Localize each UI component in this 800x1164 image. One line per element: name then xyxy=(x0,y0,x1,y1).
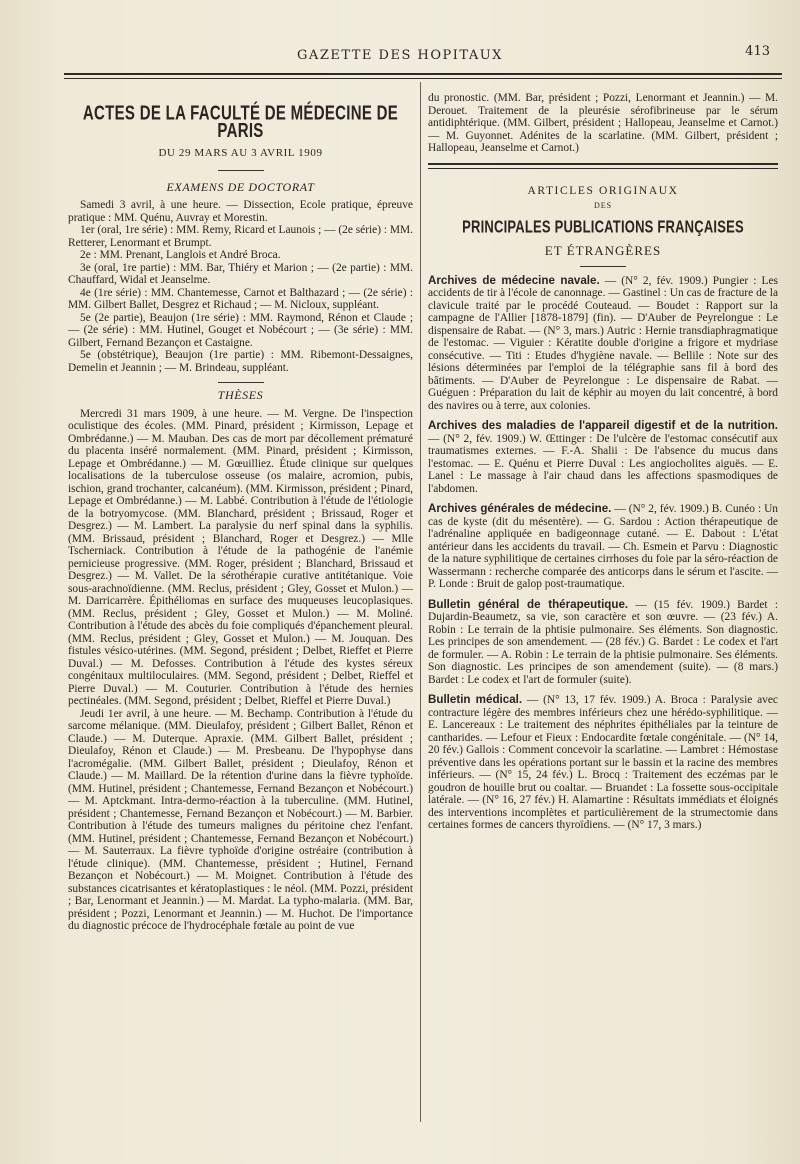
journal-entry xyxy=(428,503,778,591)
journal-entry xyxy=(428,275,778,413)
divider xyxy=(218,382,264,383)
examen-paragraph: 2e : MM. Prenant, Langlois et André Broca. xyxy=(80,249,281,261)
articles-heading: ARTICLES ORIGINAUX xyxy=(527,184,679,197)
articles-des: DES xyxy=(593,201,613,210)
articles-title: PRINCIPALES PUBLICATIONS FRANÇAISES xyxy=(462,215,744,237)
entry-title: Bulletin général de thérapeutique. xyxy=(428,597,629,611)
page-number: 413 xyxy=(745,44,770,59)
entry-body: — (N° 2, fév. 1909.) Pungier : Les accidents de tir à l'école de canonnage. — Gastinel : Un cas de fracture de la clavicule traité par le procédé Couteaud. — Boudet : Rapport sur la campagne de l'Allier [1878-1879] (fin). — D'Auber de Peyrelongue : Le dispensaire de Rabat. — (N° 3, mars.) Autric : Hernie transdiaphragmatique de l'estomac. — Viguier : Kératite double d'origine a frigore et mydriase consécutive. — Titi : Etudes d'hygiène navale. — Bellile : Note sur des lésions déterminées par l'emploi de la télégraphie sans fil à bord des bâtiments. — D'Auber de Peyrelongue : Le dispensaire de Rabat. — Guéguen : Préparation du lait de képhir au moyen du lait concentré, à bord des navires ou à terre, aux colonies. xyxy=(428,274,778,412)
examen-paragraph: 3e (oral, 1re partie) : MM. Bar, Thiéry et Marion ; — (2e partie) : MM. Chauffard, Widal et Jeanselme. xyxy=(68,261,413,286)
theses-heading: THÈSES xyxy=(217,388,264,402)
examen-paragraph: 5e (2e partie), Beaujon (1re série) : MM. Raymond, Rénon et Claude ; — (2e série) : MM. Hutinel, Gouget et Nobécourt ; — (3e série) : MM. Gilbert, Fernand Bezançon et Castaigne. xyxy=(68,311,413,349)
divider xyxy=(580,266,626,267)
articles-subtitle: ET ÉTRANGÈRES xyxy=(544,243,662,258)
entry-body: — (N° 13, 17 fév. 1909.) A. Broca : Paralysie avec contracture légère des membres inférieurs chez une hérédo-syphilitique. — E. Lancereaux : Le traitement des néphrites épithéliales par la teinture de cantharides. — Lefour et Fieux : Endocardite fœtale congénitale. — (N° 14, 20 fév.) Gallois : Comment concevoir la scarlatine. — Lambret : Hémostase préventive dans les opérations portant sur le bassin et la racine des membres inférieurs. — (N° 15, 24 fév.) L. Brocq : Traitement des eczémas par le goudron de houille brut ou coaltar. — Bruandet : La fossette sous-occipitale latérale. — (N° 16, 27 fév.) H. Alamartine : Résultats immédiats et éloignés des interventions incomplètes et particulièrement de la strumectomie dans certaines formes de cancers thyroïdiens. — (N° 17, 3 mars.) xyxy=(428,694,778,831)
entry-body: — (N° 2, fév. 1909.) W. Œttinger : De l'ulcère de l'estomac consécutif aux traumatismes externes. — F.-A. Shalii : De l'absence du mucus dans l'estomac. — E. Quénu et Pierre Duval : Les angiocholites aiguës. — E. Lanel : Le massage à l'air chaud dans les affections spasmodiques de l'abdomen. xyxy=(428,432,778,495)
header-rule-thin xyxy=(64,78,782,79)
journal-title: GAZETTE DES HOPITAUX xyxy=(297,48,503,63)
examen-paragraph: 5e (obstétrique), Beaujon (1re partie) : MM. Ribemont-Dessaignes, Demelin et Jeannin ; — M. Brindeau, suppléant. xyxy=(68,349,413,374)
section-rule xyxy=(428,163,778,165)
right-column xyxy=(428,92,778,832)
entry-title: Archives de médecine navale. xyxy=(428,273,600,287)
section-rule-thin xyxy=(428,168,778,169)
left-column xyxy=(68,92,413,933)
examen-paragraph: 1er (oral, 1re série) : MM. Remy, Ricard et Launois ; — (2e série) : MM. Retterer, Lenormant et Brumpt. xyxy=(68,224,413,249)
journal-entry xyxy=(428,420,778,495)
examen-paragraph: Samedi 3 avril, à une heure. — Dissection, Ecole pratique, épreuve pratique : MM. Quénu, Auvray et Morestin. xyxy=(68,199,413,224)
entry-title: Bulletin médical. xyxy=(428,693,523,706)
entry-title: Archives des maladies de l'appareil digestif et de la nutrition. xyxy=(428,419,778,432)
examens-heading: EXAMENS DE DOCTORAT xyxy=(166,179,315,194)
running-head xyxy=(0,44,800,68)
header-rule xyxy=(64,73,782,75)
theses-paragraph: Mercredi 31 mars 1909, à une heure. — M. Vergne. De l'inspection oculistique des écoles. (MM. Pinard, président ; Kirmisson, Lepage et Ombrédanne.) — M. Mauban. Des cas de mort par décollement prématuré du placenta inséré normalement. (MM. Pinard, président ; Kirmisson, Lepage et Ombrédanne.) — M. Gœuilliez. Étude clinique sur quelques localisations de la tuberculose osseuse (os malaire, acromion, pubis, ischion, grand trochanter, calcanéum). (MM. Kirmisson, président ; Pinard, Lepage et Ombrédanne.) — M. Labbé. Contribution à l'étude de l'étiologie de la botryomycose. (MM. Blanchard, président ; Brissaud, Roger et Desgrez.) — M. Lambert. La paralysie du nerf spinal dans la syphilis. (MM. Brissaud, président ; Blanchard, Roger et Desgrez.) — Mlle Tscherniack. Contribution à l'étude de la pathogénie de l'anémie pernicieuse progressive. (MM. Roger, président ; Blanchard, Brissaud et Desgrez.) — M. Vallet. De la sérothérapie curative antitétanique. Voie sous-arachnoïdienne. (MM. Reclus, président ; Gley, Gosset et Mulon.) — M. Darricarrère. Épithéliomas en surface des muqueuses leucoplasiques. (MM. Reclus, président ; Gley, Gosset et Mulon.) — M. Moliné. Contribution à l'étude des abcès du foie compliqués d'épanchement pleural. (MM. Reclus, président ; Gley, Gosset et Mulon.) — M. Jouquan. Des fistules vésico-utérines. (MM. Segond, président ; Delbet, Rieffet et Pierre Duval.) — M. Defosses. Contribution à l'étude des kystes séreux congénitaux multiloculaires. (MM. Segond, président ; Delbet, Rieffel et Pierre Duval.) — M. Couturier. Contribution à l'étude des hernies pectinéales. (MM. Segond, président ; Delbet, Rieffel et Pierre Duval.) xyxy=(68,407,413,707)
entry-body: — (15 fév. 1909.) Bardet : Dujardin-Beaumetz, sa vie, son caractère et son œuvre. — (23 fév.) A. Robin : Le terrain de la phtisie pulmonaire. Ses éléments. Son diagnostic. Les principes de son amendement. — (28 fév.) G. Bardet : Le codex et l'art de formuler. — A. Robin : Le terrain de la phtisie pulmonaire. Ses éléments. Son diagnostic. Les principes de son amendement (suite). — (8 mars.) Bardet : Le codex et l'art de formuler (suite). xyxy=(428,598,778,686)
column-divider xyxy=(420,82,421,1122)
entry-body: — (N° 2, fév. 1909.) B. Cunéo : Un cas de kyste (dit du mésentère). — G. Sardou : Action thérapeutique de l'adrénaline appliquée en badigeonnage cutané. — E. Dabout : L'état antérieur dans les accidents du travail. — Ch. Esmein et Parvu : Diagnostic de la nature syphilitique de certaines cirrhoses du foie par la séro-réaction de Wassermann : recherche comparée des anticorps dans le sérum et l'ascite. — P. Londe : Bruit de galop post-traumatique. xyxy=(428,503,778,590)
theses-continuation: du pronostic. (MM. Bar, président ; Pozzi, Lenormant et Jeannin.) — M. Derouet. Traitement de la pleurésie sérofibrineuse par le sérum antidiphtérique. (MM. Gilbert, président ; Hallopeau, Jeanselme et Carnot.) — M. Guyonnet. Adénites de la scarlatine. (MM. Gilbert, président ; Hallopeau, Jeanselme et Carnot.) xyxy=(428,92,778,154)
section-title: ACTES DE LA FACULTÉ DE MÉDECINE DE PARIS xyxy=(82,101,399,142)
examen-paragraph: 4e (1re série) : MM. Chantemesse, Carnot et Balthazard ; — (2e série) : MM. Gilbert Ballet, Desgrez et Richaud ; — M. Nicloux, suppléant. xyxy=(68,286,413,311)
entry-title: Archives générales de médecine. xyxy=(428,502,612,515)
journal-entry xyxy=(428,599,778,687)
divider xyxy=(218,170,264,171)
date-range: DU 29 MARS AU 3 AVRIL 1909 xyxy=(158,147,323,159)
theses-paragraph: Jeudi 1er avril, à une heure. — M. Bechamp. Contribution à l'étude du sarcome mélanique. (MM. Dieulafoy, président ; Gilbert Ballet, Rénon et Claude.) — M. Duterque. Apraxie. (MM. Gilbert Ballet, président ; Dieulafoy, Rénon et Claude.) — M. Presbeanu. De l'hypophyse dans l'acromégalie. (MM. Gilbert Ballet, président ; Dieulafoy, Rénon et Claude.) — M. Maillard. De la rétention d'urine dans la fièvre typhoïde. (MM. Hutinel, président ; Chantemesse, Fernand Bezançon et Nobécourt.) — M. Aptckmant. Intra-dermo-réaction à la tuberculine. (MM. Hutinel, président ; Chantemesse, Fernand Bezançon et Nobécourt.) — M. Barbier. Contribution à l'étude des tumeurs malignes du péritoine chez l'enfant. (MM. Hutinel, président ; Chantemesse, Fernand Bezançon et Nobécourt.) — M. Sauterraux. La fièvre typhoïde d'origine ostréaire (contribution à l'étude clinique). (MM. Chantemesse, président ; Hutinel, Fernand Bezançon et Nobécourt.) — M. Moignet. Contribution à l'étude des substances cicatrisantes et kératoplastiques : le néol. (MM. Pozzi, président ; Bar, Lenormant et Jeannin.) — M. Mardat. La typho-malaria. (MM. Bar, président ; Pozzi, Lenormant et Jeannin.) — M. Huchot. De l'importance du diagnostic précoce de l'hydrocéphale fœtale au point de vue xyxy=(68,707,413,932)
journal-entry xyxy=(428,694,778,832)
